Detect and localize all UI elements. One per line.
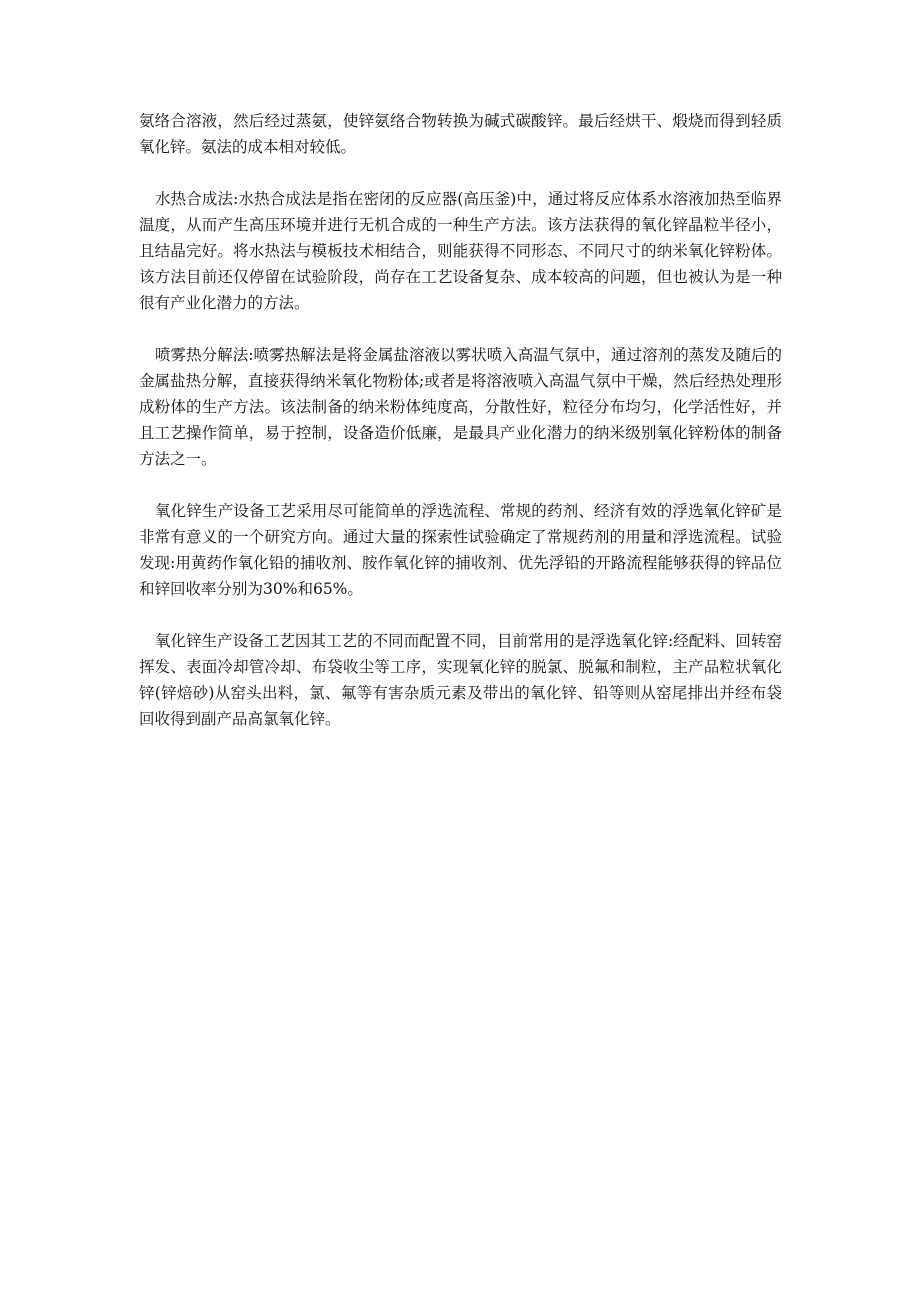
- paragraph-hydrothermal-synthesis: 水热合成法:水热合成法是指在密闭的反应器(高压釜)中，通过将反应体系水溶液加热至临界温度，从而产生高压环境并进行无机合成的一种生产方法。该方法获得的氧化锌晶粒半径小，且结晶完好。将水热法与模板技术相结合，则能获得不同形态、不同尺寸的纳米氧化锌粉体。该方法目前还仅停留在试验阶段，尚存在工艺设备复杂、成本较高的问题，但也被认为是一种很有产业化潜力的方法。: [139, 190, 782, 312]
- paragraph-ammonia-method: 氨络合溶液，然后经过蒸氨，使锌氨络合物转换为碱式碳酸锌。最后经烘干、煅烧而得到轻质氧化锌。氨法的成本相对较低。: [139, 112, 782, 156]
- paragraph-flotation-research: 氧化锌生产设备工艺采用尽可能简单的浮选流程、常规的药剂、经济有效的浮选氧化锌矿是非常有意义的一个研究方向。通过大量的探索性试验确定了常规药剂的用量和浮选流程。试验发现:用黄药作氧化铅的捕收剂、胺作氧化锌的捕收剂、优先浮铅的开路流程能够获得的锌品位和锌回收率分别为30%和65%。: [139, 502, 782, 598]
- document-body: [139, 108, 782, 758]
- paragraph-spray-pyrolysis: 喷雾热分解法:喷雾热解法是将金属盐溶液以雾状喷入高温气氛中，通过溶剂的蒸发及随后的金属盐热分解，直接获得纳米氧化物粉体;或者是将溶液喷入高温气氛中干燥，然后经热处理形成粉体的生产方法。该法制备的纳米粉体纯度高，分散性好，粒径分布均匀，化学活性好，并且工艺操作简单，易于控制，设备造价低廉，是最具产业化潜力的纳米级别氧化锌粉体的制备方法之一。: [139, 346, 782, 468]
- paragraph-flotation-process: 氧化锌生产设备工艺因其工艺的不同而配置不同，目前常用的是浮选氧化锌:经配料、回转窑挥发、表面冷却管冷却、布袋收尘等工序，实现氧化锌的脱氯、脱氟和制粒，主产品粒状氧化锌(锌焙砂)从窑头出料，氯、氟等有害杂质元素及带出的氧化锌、铅等则从窑尾排出并经布袋回收得到副产品高氯氧化锌。: [139, 632, 782, 728]
